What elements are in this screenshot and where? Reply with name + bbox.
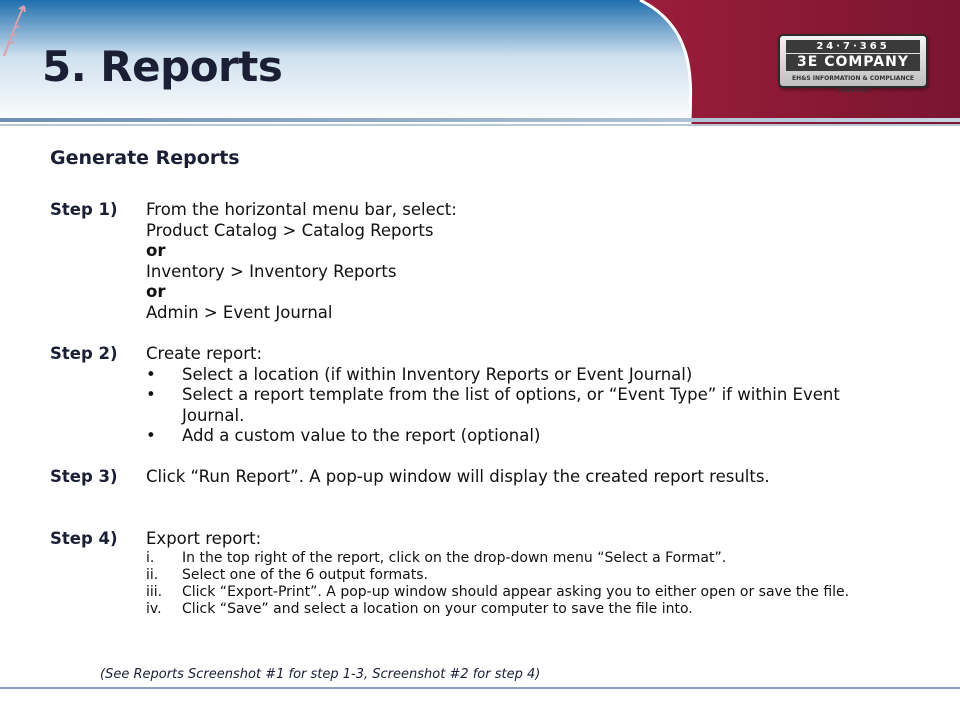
step-label: Step 2) [50, 344, 118, 363]
list-number: i. [146, 549, 155, 566]
list-text: Click “Export-Print”. A pop-up window should appear asking you to either open or save the file. [182, 583, 850, 600]
list-item [146, 567, 886, 584]
bullet-item [146, 385, 886, 426]
bullet-item [146, 365, 886, 386]
company-logo [778, 34, 928, 94]
menu-path: Inventory > Inventory Reports [146, 261, 397, 281]
list-number: iii. [146, 583, 163, 600]
bullet-list [146, 365, 886, 447]
arrow-swoosh-icon [0, 0, 28, 60]
step-label: Step 1) [50, 200, 118, 219]
footnote: (See Reports Screenshot #1 for step 1-3, Screenshot #2 for step 4) [100, 667, 541, 682]
slide-header [0, 0, 960, 135]
step-label: Step 3) [50, 467, 118, 486]
list-number: iv. [146, 600, 162, 617]
or-separator: or [146, 282, 166, 301]
step-text: Click “Run Report”. A pop-up window will display the created report results. [146, 467, 770, 486]
logo-company-name: 3E COMPANY [786, 54, 920, 71]
list-text: Select one of the 6 output formats. [182, 566, 428, 583]
step-intro: Export report: [146, 529, 262, 548]
bullet-icon: • [146, 426, 156, 445]
logo-tagline: EH&S INFORMATION & COMPLIANCE SERVICES [792, 75, 914, 94]
bullet-text: Select a location (if within Inventory Reports or Event Journal) [182, 364, 693, 384]
step-text: From the horizontal menu bar, select: [146, 200, 457, 219]
list-item [146, 601, 886, 618]
bullet-icon: • [146, 385, 156, 404]
list-item [146, 550, 886, 567]
bullet-icon: • [146, 364, 156, 384]
step-body [146, 344, 886, 447]
slide-title: 5. Reports [42, 42, 283, 91]
bullet-text: Select a report template from the list of options, or “Event Type” if within Event Journal. [182, 385, 840, 425]
bullet-item [146, 426, 886, 447]
logo-hours: 24·7·365 [786, 40, 920, 53]
numbered-list [146, 550, 886, 618]
list-text: Click “Save” and select a location on your computer to save the file into. [182, 600, 693, 617]
list-text: In the top right of the report, click on the drop-down menu “Select a Format”. [182, 549, 727, 566]
step-body [146, 200, 886, 323]
menu-path: Admin > Event Journal [146, 302, 333, 322]
step-intro: Create report: [146, 344, 263, 363]
bottom-divider [0, 687, 960, 689]
step-label: Step 4) [50, 529, 118, 548]
list-number: ii. [146, 566, 159, 583]
list-item [146, 584, 886, 601]
step-body [146, 529, 886, 618]
bullet-text: Add a custom value to the report (optional) [182, 426, 541, 445]
menu-path: Product Catalog > Catalog Reports [146, 220, 434, 240]
section-heading: Generate Reports [50, 147, 240, 169]
or-separator: or [146, 241, 166, 260]
